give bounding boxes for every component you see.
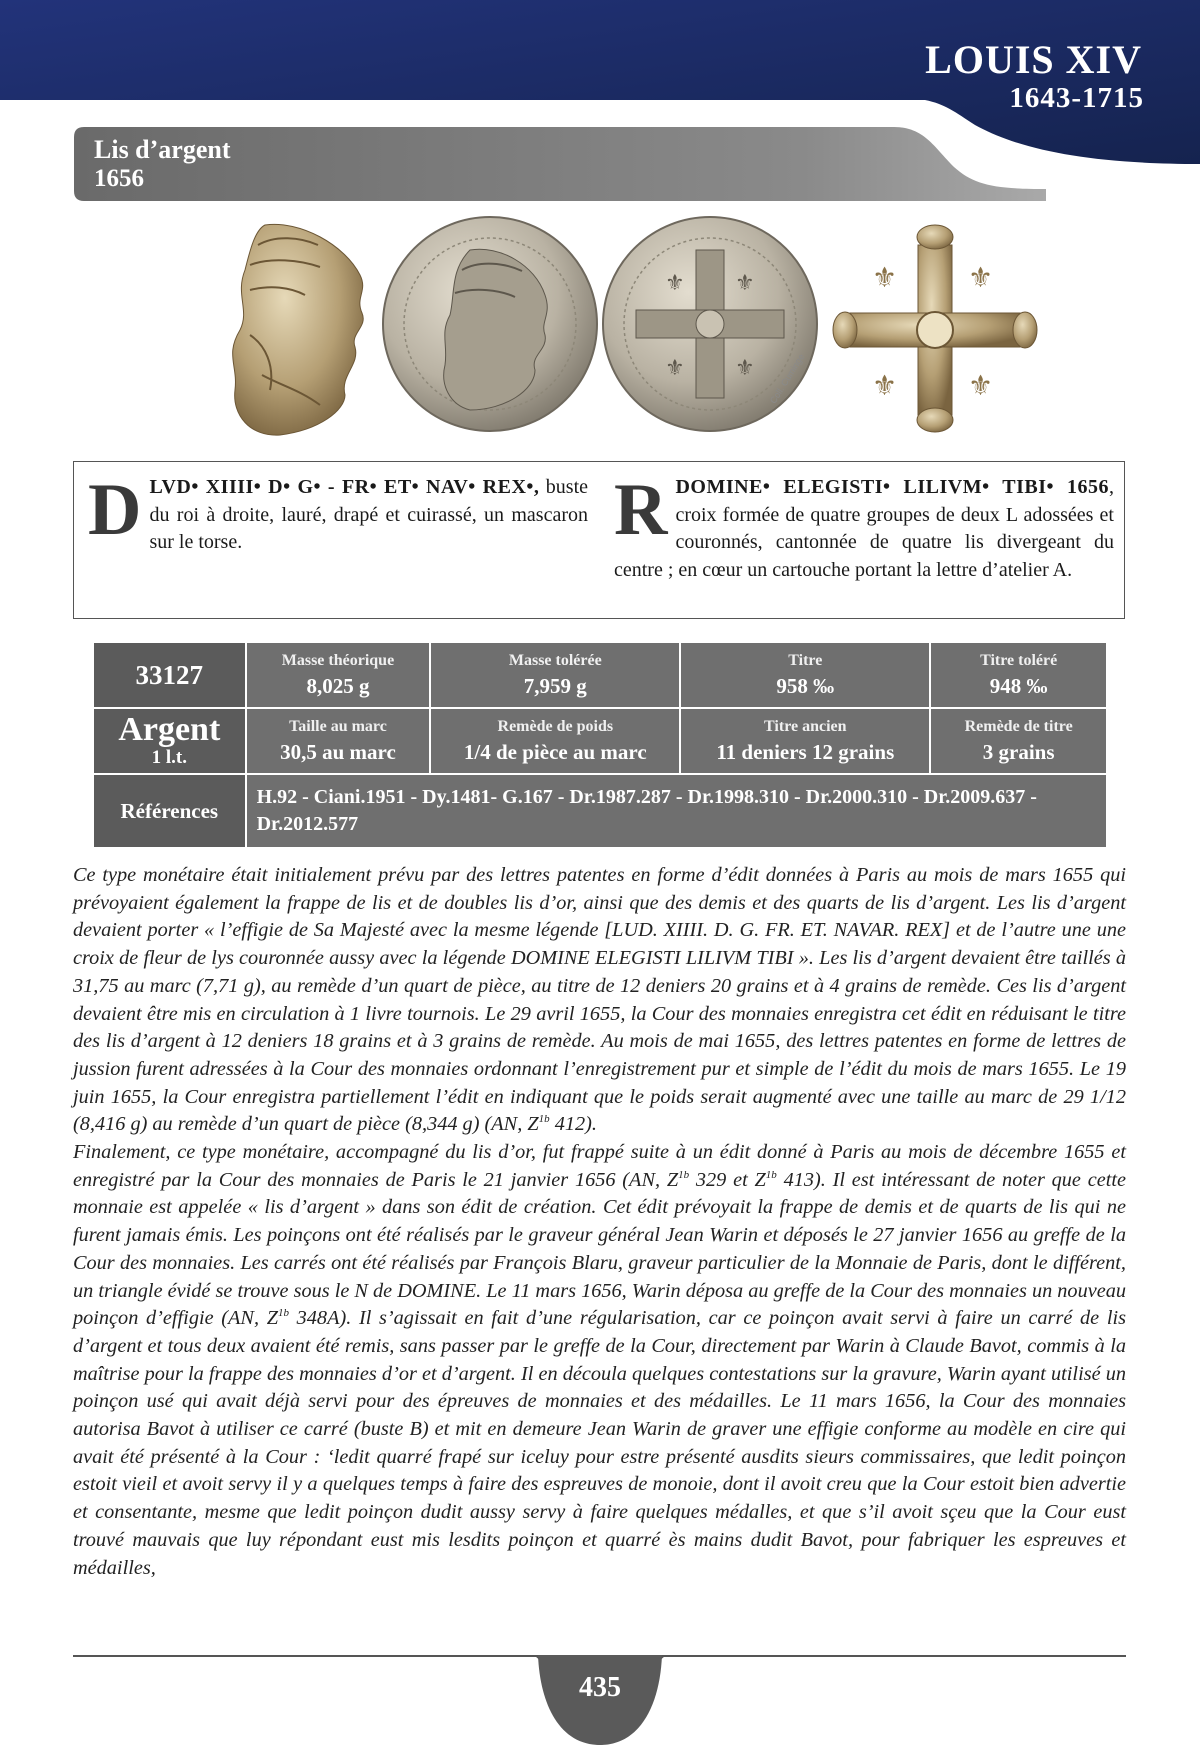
text-run: 413). Il est intéressant de noter que cette monnaie est appelée « lis d’argent » dans son édit de création. Cet édit prévoyait la frappe de demis et de quarts de lis qui ne furent jamais émis. Les poinçons ont été réalisés par le graveur général Jean Warin et déposés le 27 janvier 1656 au greffe de la Cour des monnaies. Les carrés ont été réalisés par François Blaru, graveur particulier de la Monnaie de Paris, dont le différent, un triangle évidé se trouve sous le N de DOMINE. Le 11 mars 1656, Warin déposa au greffe de la Cour des monnaies un nouveau poinçon d’effigie (AN, Z	[73, 1168, 1126, 1330]
denomination: 1 l.t.	[151, 747, 187, 768]
spec-cell	[931, 643, 1106, 707]
spec-value: 948 ‰	[989, 673, 1048, 698]
spec-value: 7,959 g	[523, 673, 587, 698]
svg-text:⚜: ⚜	[735, 356, 755, 381]
spec-cell	[681, 709, 929, 773]
spec-label: Masse tolérée	[508, 651, 602, 669]
coin-images	[0, 215, 1200, 445]
coin-reverse-icon	[603, 217, 817, 431]
specs-row-references	[94, 775, 1106, 847]
spec-cell	[431, 643, 679, 707]
text-run: 329 et Z	[689, 1168, 766, 1191]
text-run: Ce type monétaire était initialement prévu par des lettres patentes en forme d’édit données à Paris au mois de mars 1655 qui prévoyaient également la frappe de lis et de doubles lis d’or, ainsi que des demis et des quarts de lis d’argent. Les lis d’argent devaient porter « l’effigie de Sa Majesté avec la mesme légende [LUD. XIIII. D. G. FR. ET. NAVAR. REX] et de l’autre une une croix de fleur de lys couronnée aussy avec la légende DOMINE ELEGISTI LILIVM TIBI ». Les lis d’argent devaient être taillés à 31,75 au marc (7,71 g), au remède d’un quart de pièce, au titre de 12 deniers 20 grains et à 4 grains de remède. Ces lis d’argent devaient être mis en circulation à 1 livre tournois. Le 29 avril 1655, la Cour des monnaies enregistra cet édit en réduisant le titre des lis d’argent à 12 deniers 18 grains et à 3 grains de remède. Au mois de mai 1655, des lettres patentes en forme de lettres de jussion furent adressées à la Cour des monnaies ordonnant l’enregistrement pur et simple de l’édit du mois de mars 1655. Le 19 juin 1655, la Cour enregistra partiellement l’édit en indiquant que le poids serait augmenté avec une taille au marc de 29 1/12 (8,416 g) au remède d’un quart de pièce (8,344 g) (AN, Z	[73, 864, 1126, 1136]
text-run: 412).	[549, 1113, 597, 1136]
reverse-description	[614, 469, 1114, 584]
specs-row-2	[94, 709, 1106, 773]
specs-table	[92, 641, 1108, 849]
spec-value: 8,025 g	[306, 673, 370, 698]
references-label: Références	[94, 775, 245, 847]
spec-cell	[247, 643, 430, 707]
svg-text:⚜: ⚜	[968, 369, 994, 402]
spec-cell	[931, 709, 1106, 773]
obverse-dropcap: D	[88, 469, 142, 551]
svg-text:⚜: ⚜	[665, 356, 685, 381]
reverse-text: , croix formée de quatre groupes de deux L adossées et couronnés, cantonnée de quatre lis divergeant du centre ; en cœur un cartouche portant la lettre d’atelier A.	[614, 476, 1114, 581]
coin-obverse-icon	[383, 217, 597, 431]
spec-value: 3 grains	[982, 739, 1055, 764]
metal-cell	[94, 709, 245, 773]
svg-text:⚜: ⚜	[968, 261, 994, 294]
spec-value: 30,5 au marc	[280, 739, 396, 764]
superscript: 1b	[538, 1113, 550, 1126]
spec-label: Taille au marc	[289, 717, 387, 735]
spec-value: 958 ‰	[776, 673, 835, 698]
coin-name: Lis d’argent	[94, 135, 231, 164]
reverse-dropcap: R	[614, 469, 668, 551]
spec-label: Titre ancien	[764, 717, 847, 735]
coin-year: 1656	[94, 165, 144, 192]
superscript: 1b	[765, 1168, 777, 1181]
spec-label: Masse théorique	[281, 651, 395, 669]
reverse-legend: DOMINE• ELEGISTI• LILIVM• TIBI• 1656	[675, 476, 1109, 498]
superscript: 1b	[678, 1168, 690, 1181]
obverse-legend: LVD• XIIII• D• G• - FR• ET• NAV• REX•,	[149, 476, 540, 498]
obverse-text: buste du roi à droite, lauré, drapé et cuirassé, un mascaron sur le torse.	[149, 476, 588, 553]
text-run: 348A). Il s’agissait en fait d’une régularisation, car ce poinçon avait servi à faire un carré de lis d’argent et tous deux avaient été remis, sans passer par le greffe de la Cour, directement par Warin à Claude Bavot, commis à la maîtrise pour la frappe des monnaies d’or et d’argent. Il en découla quelques contestations sur la gravure, Warin ayant utilisé un poinçon usé qui avait déjà servi pour des épreuves de monnaies et des médailles. Le 11 mars 1656, la Cour des monnaies autorisa Bavot à utiliser ce carré (buste B) et mit en demeure Jean Warin de graver une effigie conforme au modèle en cire qui avait été présenté à la Cour : ‘ledit quarré frapé sur iceluy pour estre présenté ausdits sieurs commissaires, que ledit poinçon estoit vieil et avoit servy il y a quelques temps à faire des espreuves de monoie, dont il avoit creu que la Cour estoit bien advertie et consentante, mesme que ledit poinçon dudit aussy servy à faire quelques médalles, et que s’il avoit sçeu que la Cour eust trouvé mauvais que luy répondant eust mis lesdits poinçon et quarré ès mains dudit Bavot, pour fabriquer les espreuves et médailles,	[73, 1307, 1126, 1579]
catalog-number: 33127	[94, 643, 245, 707]
specs-row-1	[94, 643, 1106, 707]
reign-dates: 1643-1715	[1009, 82, 1144, 114]
spec-label: Remède de poids	[497, 717, 614, 735]
superscript: 1b	[277, 1307, 289, 1320]
svg-text:⚜: ⚜	[665, 271, 685, 296]
cross-detail-icon	[833, 225, 1037, 432]
svg-text:⚜: ⚜	[735, 271, 755, 296]
obverse-description	[88, 469, 588, 557]
bust-detail-icon	[233, 224, 364, 435]
legend-box	[73, 461, 1125, 619]
page-number: 435	[579, 1672, 621, 1703]
text-run: Finalement, ce type monétaire, accompagné du lis d’or, fut frappé suite à un édit donné à Paris au mois de décembre 1655 et enregistré par la Cour des monnaies de Paris le 21 janvier 1656 (AN, Z	[73, 1141, 1126, 1191]
spec-value: 11 deniers 12 grains	[716, 739, 895, 764]
spec-label: Titre toléré	[980, 651, 1058, 669]
body-text	[73, 862, 1126, 1582]
spec-cell	[247, 709, 430, 773]
metal-name: Argent	[118, 711, 221, 748]
spec-value: 1/4 de pièce au marc	[463, 739, 647, 764]
spec-cell	[681, 643, 929, 707]
paragraph-2	[73, 1139, 1126, 1582]
spec-cell	[431, 709, 679, 773]
section-title: LOUIS XIV	[925, 37, 1142, 82]
photo-credit: Coll. Cuminge	[768, 352, 807, 406]
svg-text:⚜: ⚜	[872, 261, 898, 294]
spec-label: Titre	[788, 651, 823, 669]
paragraph-1	[73, 862, 1126, 1139]
svg-text:⚜: ⚜	[872, 369, 898, 402]
spec-label: Remède de titre	[964, 717, 1073, 735]
references-text: H.92 - Ciani.1951 - Dy.1481- G.167 - Dr.1987.287 - Dr.1998.310 - Dr.2000.310 - Dr.2009.637 - Dr.2012.577	[247, 775, 1106, 847]
